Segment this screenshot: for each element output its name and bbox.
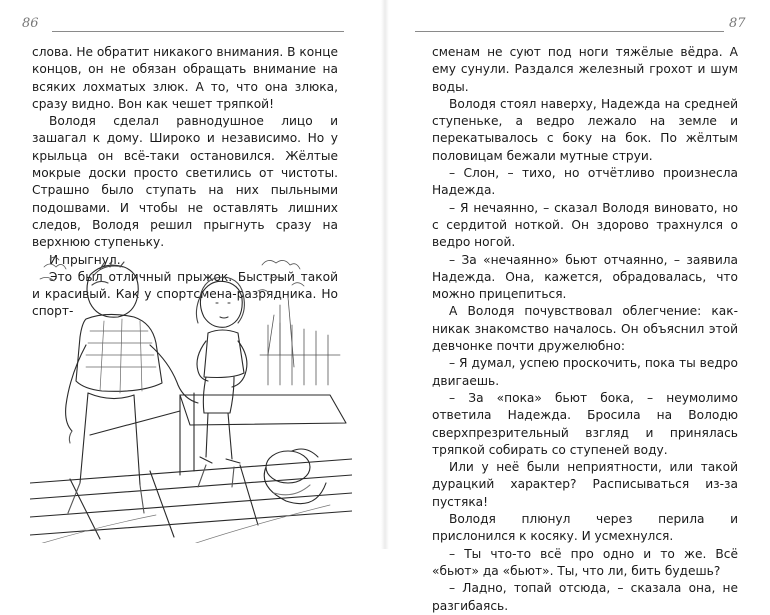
- paragraph: – Я думал, успею проскочить, пока ты ведро двигаешь.: [432, 356, 738, 388]
- paragraph: сменам не суют под ноги тяжёлые вёдра. А ему сунули. Раздался железный грохот и шум воды.: [432, 45, 738, 94]
- fence: [260, 323, 340, 385]
- paragraph: Володя сделал равнодушное лицо и зашагал к дому. Широко и независимо. Но у крыльца он всё-таки остановился. Жёлтые мокрые доски просто светились от чистоты. Страшно было ступать на них пыльными подошвами. И чтобы не оставлять лишних следов, Володя решил прыгнуть сразу на верхнюю ступеньку.: [32, 114, 338, 250]
- paragraph: слова. Не обратит никакого внимания. В конце концов, он не обязан обращать внимание на всяких лохматых злюк. А то, что она злюка, сразу видно. Вон как чешет тряпкой!: [32, 45, 338, 111]
- left-page: [0, 0, 385, 549]
- right-header-rule: [415, 31, 724, 32]
- right-page: [385, 0, 770, 613]
- paragraph: И прыгнул.: [49, 252, 121, 267]
- left-header-rule: [52, 31, 344, 32]
- paragraph: – Слон, – тихо, но отчётливо произнесла Надежда.: [432, 166, 738, 198]
- left-page-number: 86: [22, 16, 39, 31]
- illustration-boy-and-girl-on-porch: [30, 245, 352, 543]
- railing: [90, 393, 194, 475]
- paragraph: Это был отличный прыжок. Быстрый такой и красивый. Как у спортсмена-разрядника. Но спорт-: [32, 269, 338, 319]
- paragraph: А Володя почувствовал облегчение: как-никак знакомство началось. Он объяснил этой девчонке почти дружелюбно:: [432, 304, 738, 354]
- paragraph: Володя плюнул через перила и прислонился к косяку. И усмехнулся.: [432, 512, 738, 544]
- paragraph: – Я нечаянно, – сказал Володя виновато, но с сердитой ноткой. Он здорово трахнулся о ведро ногой.: [432, 200, 738, 250]
- tree-foliage: [40, 257, 304, 367]
- paragraph: Или у неё были неприятности, или такой дурацкий характер? Расписываться из-за пустяка!: [432, 460, 738, 509]
- right-page-text: [432, 44, 738, 615]
- paragraph: – Ты что-то всё про одно и то же. Всё «бьют» да «бьют». Ты, что ли, бить будешь?: [432, 546, 738, 578]
- right-page-number: 87: [729, 16, 746, 31]
- paragraph: – За «пока» бьют бока, – неумолимо ответила Надежда. Бросила на Володю сверхпрезрительный взгляд и принялась тряпкой собирать со ступеней воду.: [432, 390, 738, 457]
- porch-steps: [30, 395, 352, 543]
- girl-figure: [196, 277, 247, 487]
- paragraph: Володя стоял наверху, Надежда на средней ступеньке, а ведро лежало на земле и перекатывалось с боку на бок. По жёлтым половицам бежали мутные струи.: [432, 96, 738, 163]
- paragraph: – Ладно, топай отсюда, – сказала она, не разгибаясь.: [432, 581, 738, 613]
- paragraph: – За «нечаянно» бьют отчаянно, – заявила Надежда. Она, кажется, обрадовалась, что можно прицепиться.: [432, 252, 738, 302]
